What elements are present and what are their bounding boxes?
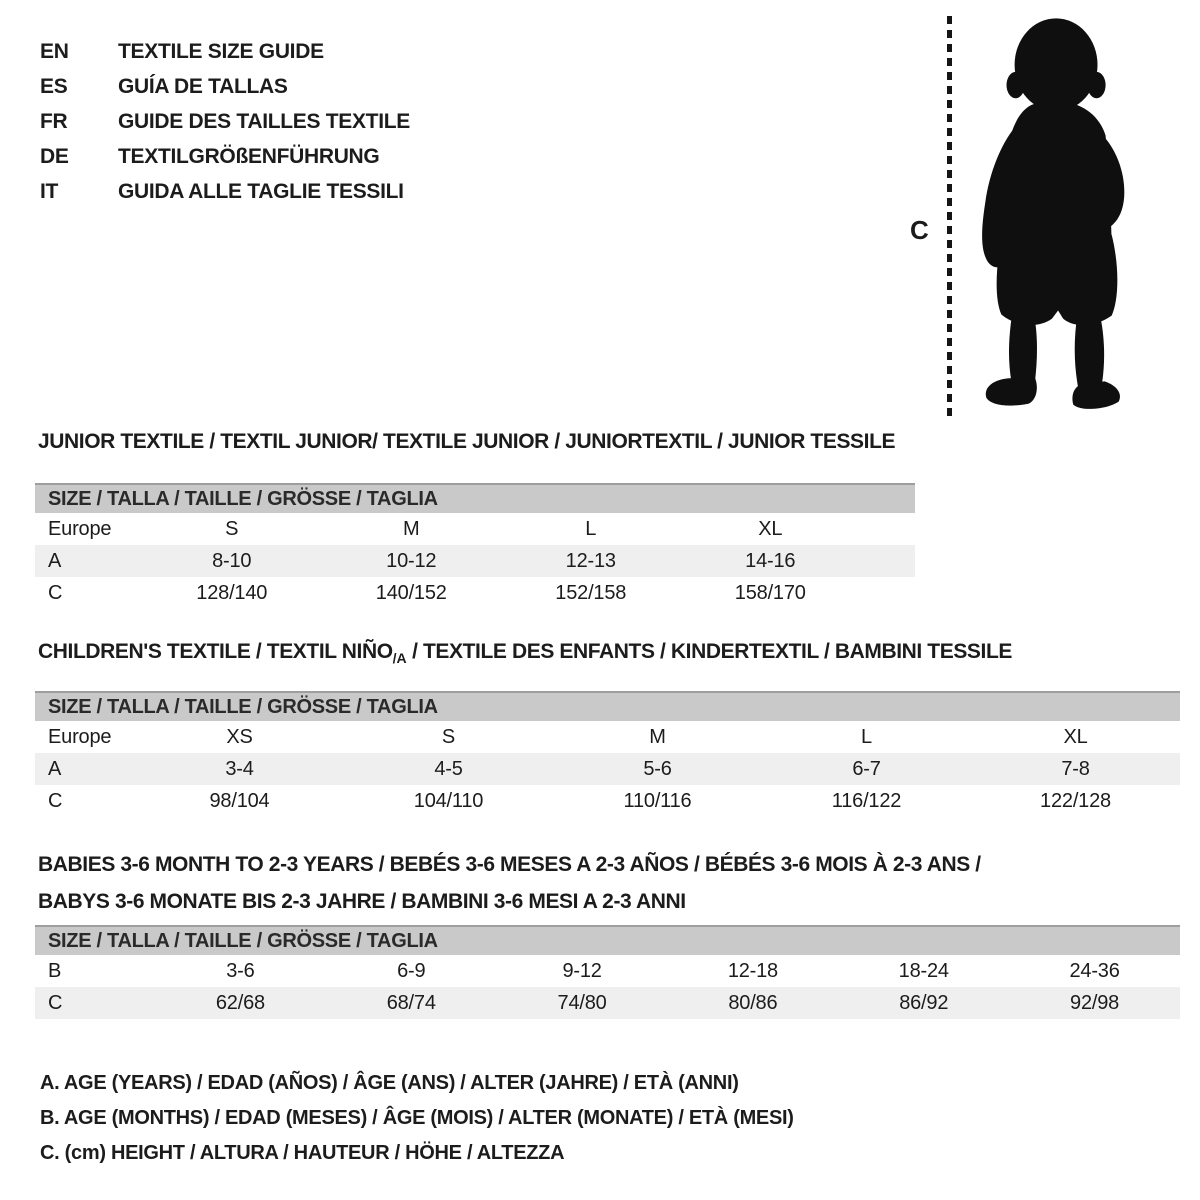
table-row-age-months (35, 955, 1180, 987)
height-measure-label: C (910, 215, 929, 245)
language-title: TEXTILGRÖßENFÜHRUNG (118, 144, 380, 168)
size-header-bar: SIZE / TALLA / TAILLE / GRÖSSE / TAGLIA (35, 483, 915, 513)
language-title: TEXTILE SIZE GUIDE (118, 39, 324, 63)
height-cell: 140/152 (375, 581, 447, 604)
height-cell: 62/68 (215, 991, 265, 1014)
legend-line-a: A. AGE (YEARS) / EDAD (AÑOS) / ÂGE (ANS) / ALTER (JAHRE) / ETÀ (ANNI) (40, 1072, 739, 1094)
age-cell: 12-18 (727, 959, 778, 982)
language-row-es (40, 69, 410, 104)
height-cell: 122/128 (1040, 789, 1111, 812)
language-row-it (40, 174, 410, 209)
childrens-textile-table (35, 691, 1180, 817)
row-label: C (48, 581, 63, 604)
height-cell: 98/104 (209, 789, 270, 812)
size-cell: M (403, 517, 420, 540)
childrens-textile-title (38, 640, 1012, 666)
row-label: C (48, 991, 63, 1014)
size-header-bar: SIZE / TALLA / TAILLE / GRÖSSE / TAGLIA (35, 691, 1180, 721)
row-label: Europe (48, 725, 112, 748)
babies-title-line2: BABYS 3-6 MONATE BIS 2-3 JAHRE / BAMBINI 3-6 MESI A 2-3 ANNI (38, 890, 686, 913)
table-row-age-years (35, 545, 915, 577)
babies-textile-title (38, 846, 981, 920)
age-cell: 3-6 (226, 959, 255, 982)
age-cell: 5-6 (643, 757, 672, 780)
language-code: DE (40, 144, 69, 168)
height-cell: 92/98 (1070, 991, 1120, 1014)
title-text: / TEXTILE DES ENFANTS / KINDERTEXTIL / BAMBINI TESSILE (406, 640, 1013, 663)
language-code: IT (40, 179, 59, 203)
table-row-height-cm (35, 577, 915, 609)
height-cell: 68/74 (386, 991, 436, 1014)
age-cell: 18-24 (898, 959, 949, 982)
size-cell: M (649, 725, 666, 748)
language-row-de (40, 139, 410, 174)
language-title: GUÍA DE TALLAS (118, 74, 288, 98)
table-row-europe (35, 513, 915, 545)
height-cell: 128/140 (196, 581, 268, 604)
legend-line-b: B. AGE (MONTHS) / EDAD (MESES) / ÂGE (MOIS) / ALTER (MONATE) / ETÀ (MESI) (40, 1107, 794, 1129)
table-row-height-cm (35, 987, 1180, 1019)
language-row-fr (40, 104, 410, 139)
toddler-silhouette-icon (960, 12, 1142, 417)
table-row-europe (35, 721, 1180, 753)
age-cell: 4-5 (434, 757, 463, 780)
junior-textile-table (35, 483, 915, 609)
legend (40, 1066, 794, 1171)
table-row-age-years (35, 753, 1180, 785)
language-title: GUIDA ALLE TAGLIE TESSILI (118, 179, 404, 203)
size-header-bar: SIZE / TALLA / TAILLE / GRÖSSE / TAGLIA (35, 925, 1180, 955)
size-cell: S (225, 517, 239, 540)
size-cell: XS (226, 725, 253, 748)
age-cell: 10-12 (386, 549, 437, 572)
height-cell: 116/122 (831, 789, 902, 812)
table-row-height-cm (35, 785, 1180, 817)
row-label: A (48, 549, 62, 572)
title-subscript: /A (392, 650, 407, 666)
language-title: GUIDE DES TAILLES TEXTILE (118, 109, 410, 133)
age-cell: 6-9 (397, 959, 426, 982)
language-code: ES (40, 74, 68, 98)
language-row-en (40, 34, 410, 69)
age-cell: 3-4 (225, 757, 254, 780)
row-label: Europe (48, 517, 112, 540)
age-cell: 9-12 (562, 959, 602, 982)
language-title-list (40, 34, 410, 209)
row-label: A (48, 757, 62, 780)
height-cell: 80/86 (728, 991, 778, 1014)
height-cell: 104/110 (413, 789, 484, 812)
height-cell: 86/92 (899, 991, 949, 1014)
row-label: C (48, 789, 63, 812)
age-cell: 7-8 (1061, 757, 1090, 780)
age-cell: 12-13 (565, 549, 616, 572)
babies-title-line1: BABIES 3-6 MONTH TO 2-3 YEARS / BEBÉS 3-6 MESES A 2-3 AÑOS / BÉBÉS 3-6 MOIS À 2-3 ANS / (38, 853, 981, 876)
age-cell: 6-7 (852, 757, 881, 780)
size-cell: L (585, 517, 597, 540)
age-cell: 14-16 (745, 549, 796, 572)
height-cell: 74/80 (557, 991, 607, 1014)
height-cell: 158/170 (734, 581, 806, 604)
language-code: EN (40, 39, 69, 63)
size-cell: XL (1063, 725, 1088, 748)
age-cell: 24-36 (1069, 959, 1120, 982)
legend-line-c: C. (cm) HEIGHT / ALTURA / HAUTEUR / HÖHE / ALTEZZA (40, 1142, 565, 1164)
height-cell: 152/158 (555, 581, 627, 604)
height-cell: 110/116 (623, 789, 692, 812)
junior-textile-title: JUNIOR TEXTILE / TEXTIL JUNIOR/ TEXTILE JUNIOR / JUNIORTEXTIL / JUNIOR TESSILE (38, 430, 896, 453)
age-cell: 8-10 (212, 549, 252, 572)
size-cell: S (441, 725, 456, 748)
height-dashed-line (947, 16, 952, 416)
babies-textile-table (35, 925, 1180, 1019)
language-code: FR (40, 109, 68, 133)
title-text: CHILDREN'S TEXTILE / TEXTIL NIÑO (38, 640, 393, 663)
row-label: B (48, 959, 62, 982)
size-cell: L (861, 725, 872, 748)
size-cell: XL (758, 517, 783, 540)
